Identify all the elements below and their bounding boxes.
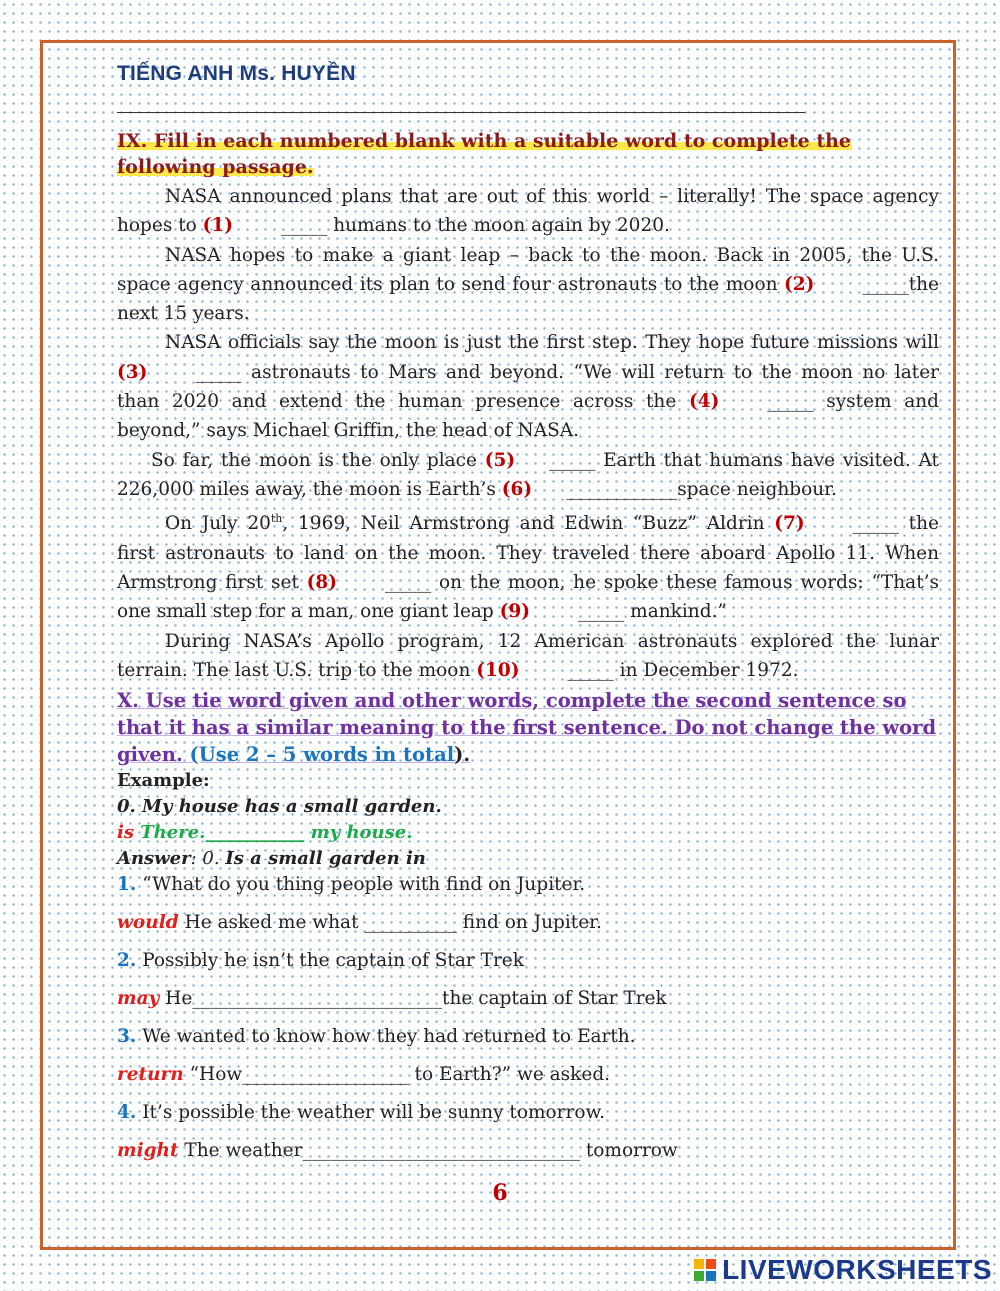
section-ix-heading — [117, 128, 939, 180]
worksheet-content — [117, 128, 939, 1176]
brand-title: TIẾNG ANH Ms. HUYỀN — [117, 62, 356, 85]
answer-blank[interactable]: _____ — [385, 572, 432, 594]
blank-number: (7) — [774, 513, 805, 535]
example-rewrite: is There.___________ my house. — [117, 822, 413, 844]
example-label: Example: — [117, 770, 210, 792]
question-rewrite[interactable]: return “How__________________ to Earth?” we asked. — [117, 1064, 611, 1086]
section-ix-title: IX. Fill in each numbered blank with a suitable word to complete the following passage. — [117, 130, 851, 178]
example-sentence: 0. My house has a small garden. — [117, 796, 442, 818]
question-prompt: 4. It’s possible the weather will be sunny tomorrow. — [117, 1102, 605, 1124]
answer-blank[interactable]: _____ — [567, 659, 614, 681]
blank-number: (6) — [501, 478, 533, 500]
passage-paragraph: NASA hopes to make a giant leap – back to the moon. Back in 2005, the U.S. space agency announced its plan to send four astronauts to the moon (2) _____the next 15 years. — [117, 244, 939, 325]
liveworksheets-wordmark: LIVEWORKSHEETS — [722, 1254, 992, 1285]
header-rule — [117, 112, 805, 113]
answer-blank[interactable]: _____ — [767, 391, 814, 413]
liveworksheets-mark-icon — [694, 1259, 716, 1281]
passage-paragraph: So far, the moon is the only place (5)_____ Earth that humans have visited. At 226,000 miles away, the moon is Earth’s (6)____________space neighbour. — [117, 446, 939, 505]
answer-blank[interactable]: _____ — [578, 601, 625, 623]
passage-paragraph: NASA announced plans that are out of this world – literally! The space agency hopes to (1) _____ humans to the moon again by 2020. — [117, 182, 939, 241]
question-prompt: 2. Possibly he isn’t the captain of Star Trek — [117, 950, 524, 972]
question-rewrite[interactable]: may He___________________________the captain of Star Trek — [117, 988, 667, 1010]
blank-number: (10) — [476, 659, 520, 681]
blank-number: (5) — [484, 449, 516, 471]
answer-blank[interactable]: _____ — [549, 449, 596, 471]
page-number: 6 — [492, 1180, 508, 1206]
passage-paragraph: NASA officials say the moon is just the first step. They hope future missions will (3) _____ astronauts to Mars and beyond. “We will return to the moon no later than 2020 and extend the human presence across the (4) _____ system and beyond,” says Michael Griffin, the head of NASA. — [117, 332, 939, 442]
keyword: return — [117, 1064, 184, 1086]
keyword: might — [117, 1140, 179, 1162]
passage-paragraph: On July 20th, 1969, Neil Armstrong and Edwin “Buzz” Aldrin (7) _____ the first astronauts to land on the moon. They traveled there aboard Apollo 11. When Armstrong first set (8) _____ on the moon, he spoke these famous words: “That’s one small step for a man, one giant leap (9) _____ mankind.” — [117, 504, 939, 626]
keyword: would — [117, 912, 179, 934]
blank-number: (8) — [306, 572, 338, 594]
blank-number: (4) — [688, 391, 720, 413]
question-prompt: 1. “What do you thing people with find on Jupiter. — [117, 874, 586, 896]
section-x-note: (Use 2 – 5 words in total — [189, 743, 455, 767]
blank-number: (3) — [117, 361, 148, 383]
keyword: may — [117, 988, 160, 1010]
blank-number: (9) — [499, 601, 531, 623]
answer-blank[interactable]: _____ — [852, 513, 899, 535]
question-prompt: 3. We wanted to know how they had returned to Earth. — [117, 1026, 636, 1048]
passage — [117, 182, 939, 685]
question-list — [117, 872, 939, 1176]
question-rewrite[interactable]: would He asked me what __________ find on Jupiter. — [117, 912, 602, 934]
blank-number: (1) — [202, 215, 234, 237]
example-answer: Answer: 0. Is a small garden in — [117, 848, 426, 870]
question-rewrite[interactable]: might The weather______________________________ tomorrow — [117, 1140, 678, 1162]
section-x-heading: X. Use tie word given and other words, complete the second sentence so that it has a similar meaning to the first sentence. Do not change the word given. (Use 2 – 5 words in total). — [117, 689, 937, 767]
liveworksheets-logo[interactable] — [694, 1254, 992, 1286]
answer-blank[interactable]: _____ — [281, 215, 328, 237]
answer-blank[interactable]: _____ — [195, 361, 242, 383]
blank-number: (2) — [784, 273, 815, 295]
answer-blank[interactable]: _____ — [862, 273, 909, 295]
passage-paragraph: During NASA’s Apollo program, 12 American astronauts explored the lunar terrain. The last U.S. trip to the moon (10) _____ in December 1972. — [117, 627, 939, 686]
answer-blank[interactable]: ____________ — [566, 478, 678, 500]
